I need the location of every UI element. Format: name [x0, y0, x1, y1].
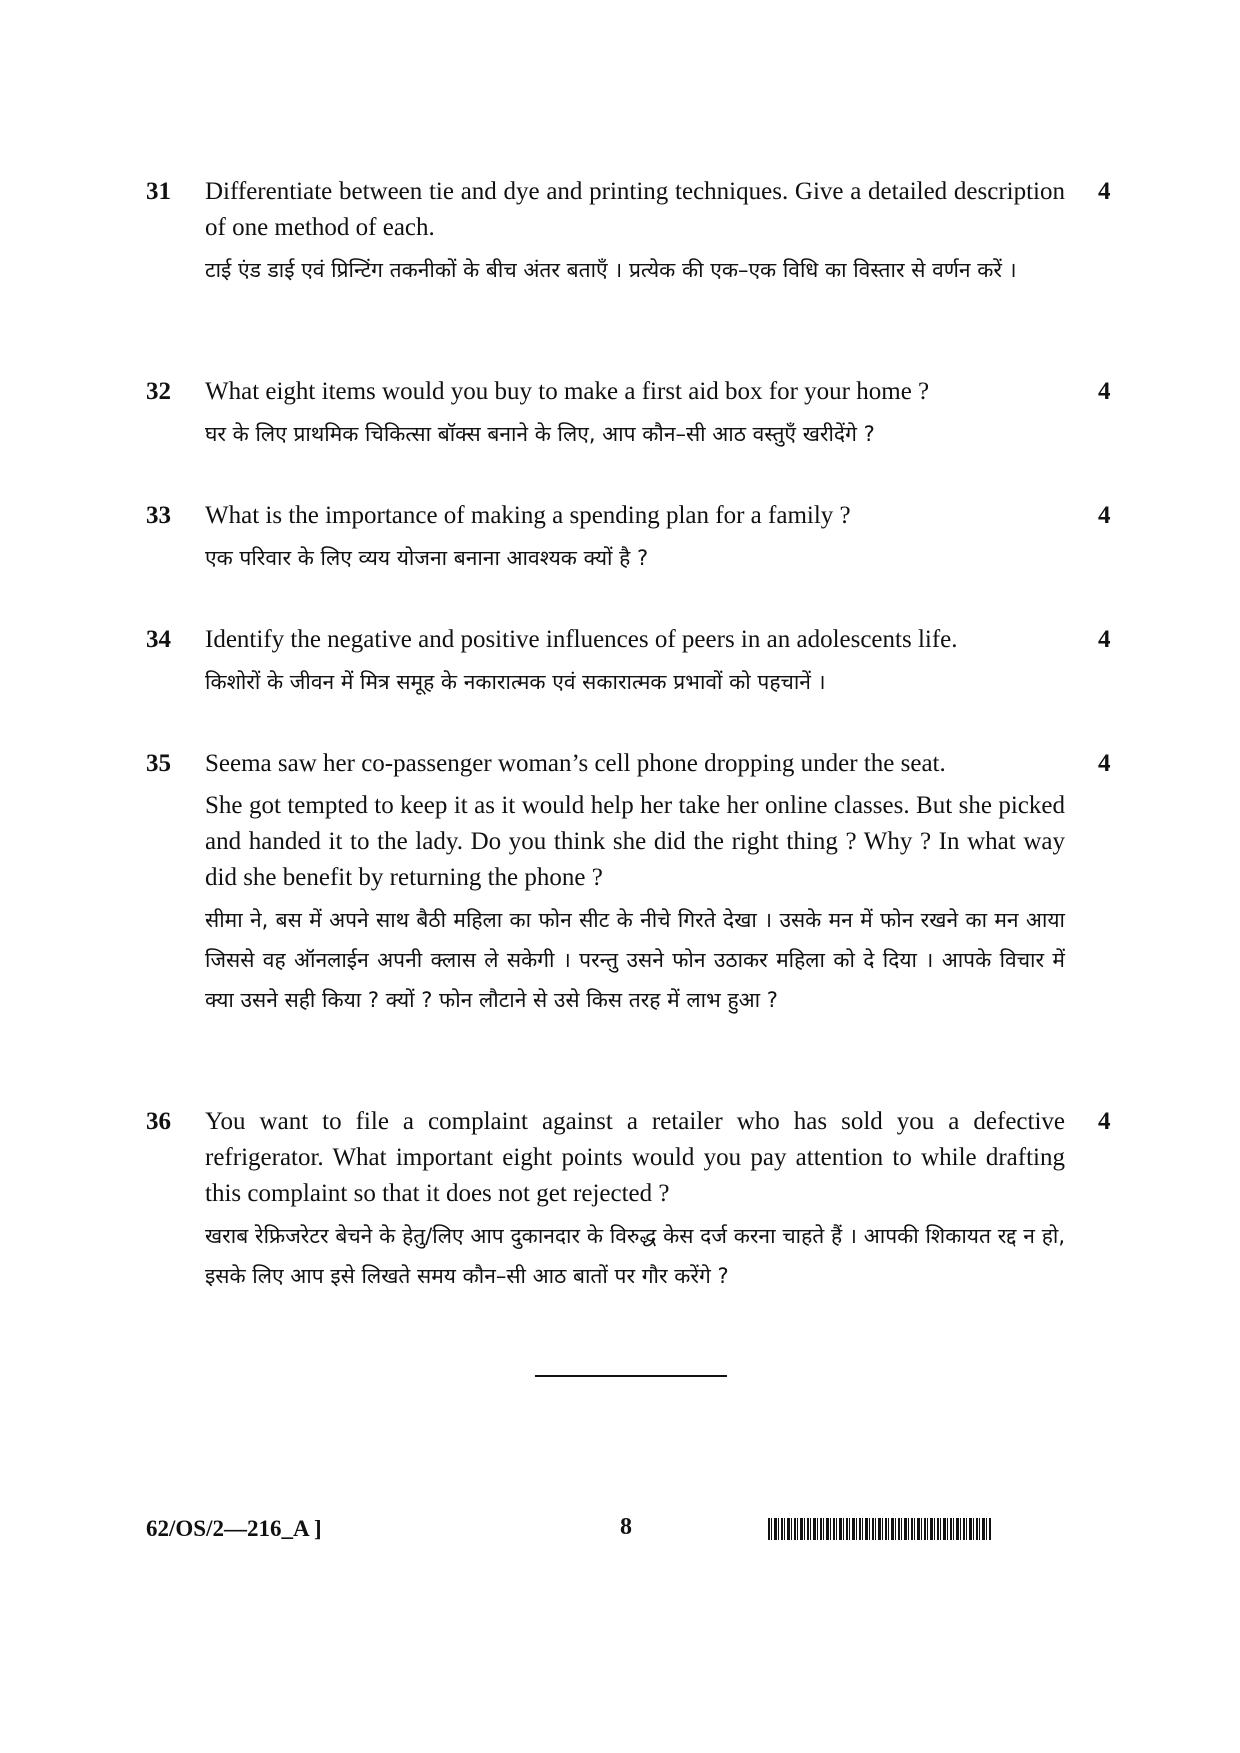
question-number: 36 [146, 1108, 171, 1135]
question-text-english: What eight items would you buy to make a first aid box for your home ? [205, 378, 930, 405]
question-marks: 4 [1098, 178, 1111, 205]
question-marks: 4 [1098, 502, 1111, 529]
question-text-hindi: घर के लिए प्राथमिक चिकित्सा बॉक्स बनाने के लिए, आप कौन–सी आठ वस्तुएँ खरीदेंगे ? [205, 422, 875, 446]
question-body [205, 174, 1065, 290]
question-text-english: What is the importance of making a spending plan for a family ? [205, 502, 851, 529]
question-text-hindi: सीमा ने, बस में अपने साथ बैठी महिला का फोन सीट के नीचे गिरते देखा । उसके मन में फोन रखने का मन आया जिससे वह ऑनलाईन अपनी क्लास ले सकेगी । परन्तु उसने फोन उठाकर महिला को दे दिया । आपके विचार में क्या उसने सही किया ? क्यों ? फोन लौटाने से उसे किस तरह में लाभ हुआ ? [205, 908, 1065, 1012]
page-number: 8 [620, 1514, 632, 1540]
question-marks: 4 [1098, 750, 1111, 777]
question-text-english-first-line: Seema saw her co-passenger woman’s cell phone dropping under the seat. [205, 750, 946, 777]
barcode-image [768, 1518, 992, 1540]
question-text-hindi: किशोरों के जीवन में मित्र समूह के नकारात्मक एवं सकारात्मक प्रभावों को पहचानें । [205, 670, 826, 694]
question-text-hindi: टाई एंड डाई एवं प्रिन्टिंग तकनीकों के बीच अंतर बताएँ । प्रत्येक की एक–एक विधि का विस्तार से वर्णन करें । [205, 258, 1017, 282]
question-body [205, 622, 1065, 702]
question-number: 31 [146, 178, 171, 205]
question-text-english: You want to file a complaint against a retailer who has sold you a defective refrigerator. What important eight points would you pay attention to while drafting this complaint so that it does not get rejected ? [205, 1108, 1065, 1207]
question-number: 35 [146, 750, 171, 777]
question-number: 34 [146, 626, 171, 653]
question-text-english: Identify the negative and positive influences of peers in an adolescents life. [205, 626, 958, 653]
question-text-english: She got tempted to keep it as it would help her take her online classes. But she picked and handed it to the lady. Do you think she did the right thing ? Why ? In what way did she benefit by returning the phone ? [205, 792, 1065, 891]
question-body [205, 498, 1065, 578]
question-text-english: Differentiate between tie and dye and printing techniques. Give a detailed description of one method of each. [205, 178, 1065, 241]
question-body [205, 1104, 1065, 1296]
question-number: 33 [146, 502, 171, 529]
question-marks: 4 [1098, 1108, 1111, 1135]
question-marks: 4 [1098, 378, 1111, 405]
question-marks: 4 [1098, 626, 1111, 653]
question-body [205, 374, 1065, 454]
paper-code: 62/OS/2—216_A ] [146, 1516, 322, 1541]
question-number: 32 [146, 378, 171, 405]
end-divider [535, 1375, 727, 1377]
question-body [205, 746, 1065, 1020]
question-text-hindi: खराब रेफ्रिजरेटर बेचने के हेतु/लिए आप दुकानदार के विरुद्ध केस दर्ज करना चाहते हैं । आपकी शिकायत रद्द न हो, इसके लिए आप इसे लिखते समय कौन–सी आठ बातों पर गौर करेंगे ? [205, 1224, 1065, 1288]
question-text-hindi: एक परिवार के लिए व्यय योजना बनाना आवश्यक क्यों है ? [205, 546, 649, 570]
